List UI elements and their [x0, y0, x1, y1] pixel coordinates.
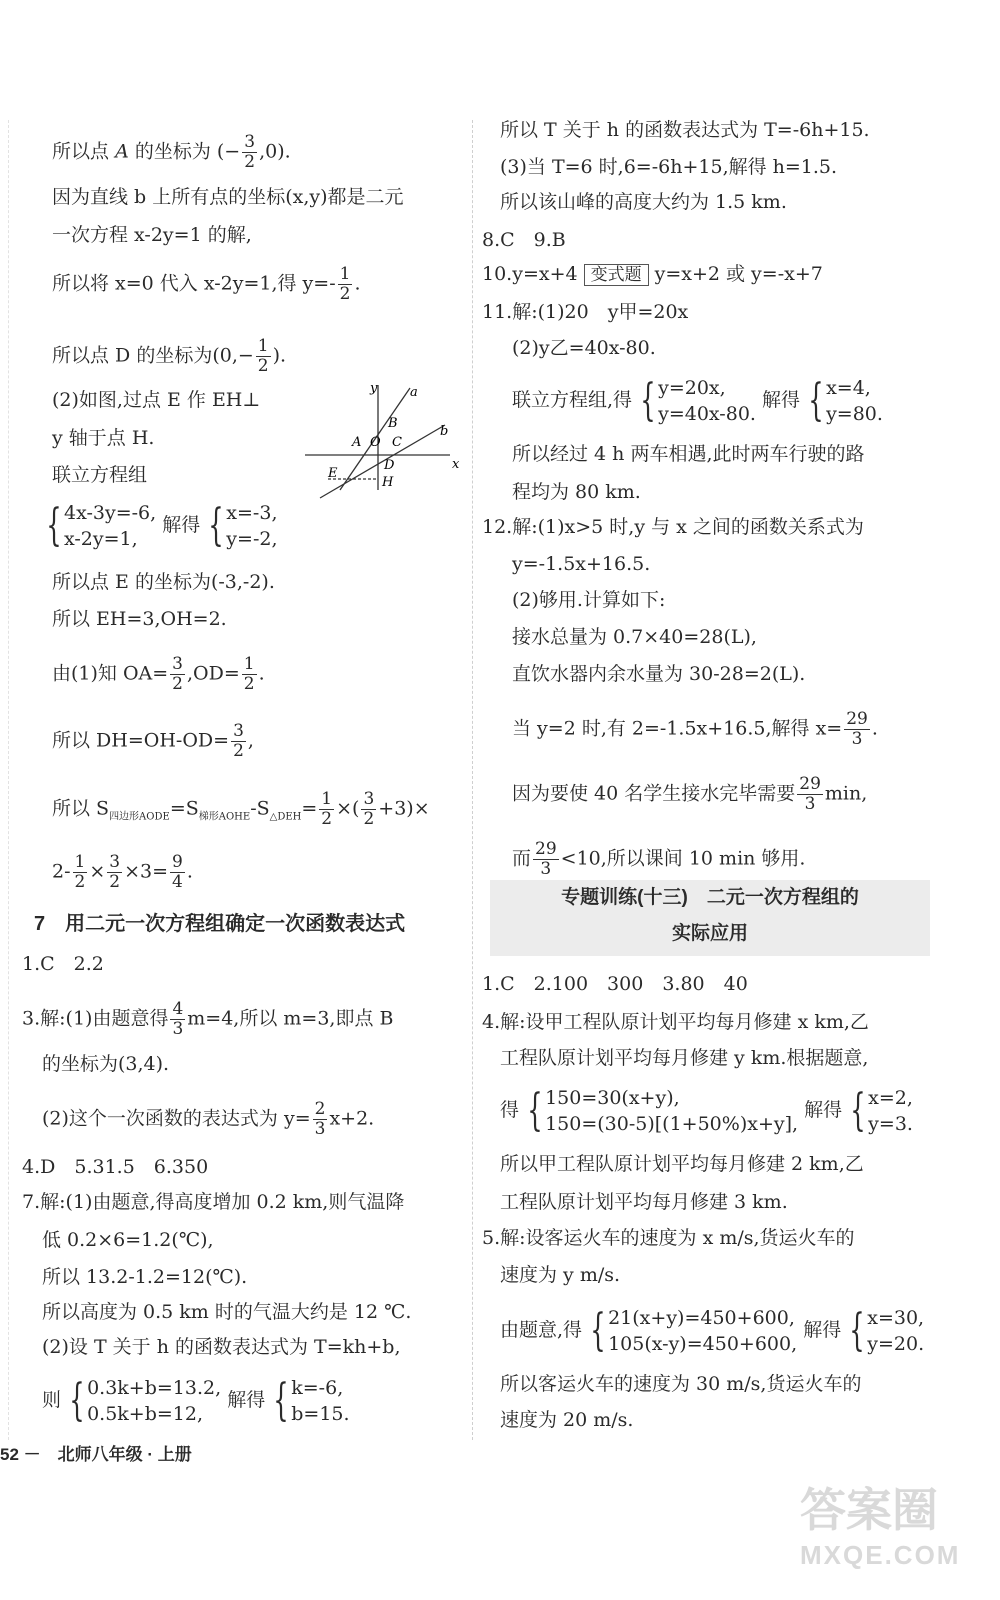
column-divider — [472, 120, 473, 1440]
label-x: x — [452, 457, 460, 472]
answers-4-6: 4.D 5.31.5 6.350 — [22, 1156, 209, 1178]
answer-b4b: 工程队原计划平均每月修建 y km.根据题意, — [500, 1047, 869, 1069]
line-area: 所以 $S_{四边形AODE}=S_{梯形AOHE}-S_{\triangle DEH}=$ $\frac{1}{2}$ ×( $\frac{3}{2}$ +3)× — [52, 789, 430, 829]
answer-b5e: 速度为 20 m/s. — [500, 1409, 634, 1431]
variant-tag: 变式题 — [584, 264, 649, 286]
answer-3-cont: 的坐标为(3,4). — [42, 1053, 170, 1075]
system-1: { 4x-3y=-6, x-2y=1, 解得 { x=-3, y=-2, — [46, 500, 278, 551]
r-line-16: 当 y=2 时,有 2=-1.5x+16.5,解得 x= $\frac{29}{3}$ . — [512, 709, 878, 749]
line-l12: 所以 DH=OH-OD= $\frac{3}{2}$ , — [52, 721, 254, 761]
answers-b1-3: 1.C 2.100 300 3.80 40 — [482, 973, 748, 995]
answers-1-2: 1.C 2.2 — [22, 953, 104, 975]
r-line-15: 直饮水器内余水量为 30-28=2(L). — [512, 663, 806, 685]
r-line-14: 接水总量为 0.7×40=28(L), — [512, 626, 757, 648]
line-l6: (2)如图,过点 E 作 EH⊥ — [52, 389, 261, 411]
answer-b5a: 5.解:设客运火车的速度为 x m/s,货运火车的 — [482, 1227, 855, 1249]
left-margin-rule — [8, 120, 9, 1440]
line-l10: 所以 EH=3,OH=2. — [52, 608, 227, 630]
answer-b4d: 所以甲工程队原计划平均每月修建 2 km,乙 — [500, 1153, 864, 1175]
line-point-a: 所以点 A 的坐标为 (− $\frac{3}{2}$ ,0). — [52, 132, 291, 172]
banner-title-1: 专题训练(十三) 二元一次方程组的 — [561, 887, 859, 908]
label-E: E — [328, 466, 338, 481]
answer-11-part2: (2)y乙=40x-80. — [512, 337, 656, 359]
answer-3-part2: (2)这个一次函数的表达式为 y= $\frac{2}{3}$ x+2. — [42, 1099, 375, 1139]
system-4: 得 { 150=30(x+y), 150=(30-5)[(1+50%)x+y], 解得 { x=2, y=3. — [500, 1085, 913, 1136]
line-l7: y 轴于点 H. — [52, 427, 155, 449]
r-line-1: 所以 T 关于 h 的函数表达式为 T=-6h+15. — [500, 119, 870, 141]
page-footer: 52 － 北师八年级 · 上册 — [0, 1445, 192, 1464]
label-H: H — [382, 475, 394, 490]
answer-11: 11.解:(1)20 y甲=20x — [482, 301, 689, 323]
answer-b5b: 速度为 y m/s. — [500, 1264, 621, 1286]
r-line-12: y=-1.5x+16.5. — [512, 553, 651, 575]
r-line-9: 所以经过 4 h 两车相遇,此时两车行驶的路 — [512, 443, 865, 465]
answer-10: 10.y=x+4 变式题 y=x+2 或 y=-x+7 — [482, 263, 823, 285]
line-l11: 由(1)知 OA= $\frac{3}{2}$ ,OD= $\frac{1}{2}$ . — [52, 654, 265, 694]
line-l9: 所以点 E 的坐标为(-3,-2). — [52, 571, 275, 593]
r-line-10: 程均为 80 km. — [512, 481, 641, 503]
watermark-url: MXQE.COM — [800, 1540, 961, 1570]
label-B: B — [388, 416, 398, 431]
answer-7d: 所以高度为 0.5 km 时的气温大约是 12 ℃. — [42, 1301, 412, 1323]
banner-title-2: 实际应用 — [671, 923, 748, 944]
line-area-cont: 2- $\frac{1}{2}$ × $\frac{3}{2}$ ×3= $\frac{9}{4}$ . — [52, 852, 193, 892]
label-a: a — [410, 385, 418, 400]
line-l3: 一次方程 x-2y=1 的解, — [52, 224, 252, 246]
special-training-banner — [490, 880, 930, 956]
r-line-13: (2)够用.计算如下: — [512, 589, 666, 611]
watermark-logo: 答案圈 — [800, 1484, 938, 1536]
line-l4: 所以将 x=0 代入 x-2y=1,得 y=- $\frac{1}{2}$ . — [52, 264, 361, 304]
r-line-3: 所以该山峰的高度大约为 1.5 km. — [500, 191, 787, 213]
line-point-d: 所以点 D 的坐标为(0,− $\frac{1}{2}$ ). — [52, 336, 287, 376]
answer-12: 12.解:(1)x>5 时,y 与 x 之间的函数关系式为 — [482, 516, 864, 538]
label-y: y — [370, 381, 378, 396]
label-C: C — [392, 435, 402, 450]
system-3: 联立方程组,得 { y=20x, y=40x-80. 解得 { x=4, y=80. — [512, 375, 883, 426]
label-A: A — [352, 435, 362, 450]
r-line-2: (3)当 T=6 时,6=-6h+15,解得 h=1.5. — [500, 156, 838, 178]
answer-7c: 所以 13.2-1.2=12(℃). — [42, 1266, 248, 1288]
label-b: b — [440, 424, 449, 439]
answer-b4e: 工程队原计划平均每月修建 3 km. — [500, 1191, 788, 1213]
coordinate-figure — [300, 380, 470, 500]
answers-8-9: 8.C 9.B — [482, 229, 566, 251]
label-D: D — [384, 458, 395, 473]
r-line-17: 因为要使 40 名学生接水完毕需要 $\frac{29}{3}$ min, — [512, 774, 868, 814]
line-l2: 因为直线 b 上所有点的坐标(x,y)都是二元 — [52, 186, 404, 208]
system-5: 由题意,得 { 21(x+y)=450+600, 105(x-y)=450+600, 解得 { x=30, y=20. — [500, 1305, 925, 1356]
answer-b5d: 所以客运火车的速度为 30 m/s,货运火车的 — [500, 1373, 862, 1395]
answer-b4a: 4.解:设甲工程队原计划平均每月修建 x km,乙 — [482, 1011, 869, 1033]
system-2: 则 { 0.3k+b=13.2, 0.5k+b=12, 解得 { k=-6, b=15. — [42, 1375, 350, 1426]
watermark — [800, 1480, 990, 1590]
answer-3: 3.解:(1)由题意得 $\frac{4}{3}$ m=4,所以 m=3,即点 B — [22, 999, 394, 1039]
section-7-heading: 7 用二元一次方程组确定一次函数表达式 — [34, 913, 406, 935]
line-l8: 联立方程组 — [52, 464, 148, 486]
answer-7b: 低 0.2×6=1.2(℃), — [42, 1229, 214, 1251]
label-O: O — [370, 435, 381, 450]
answer-7a: 7.解:(1)由题意,得高度增加 0.2 km,则气温降 — [22, 1191, 405, 1213]
r-line-18: 而 $\frac{29}{3}$ <10,所以课间 10 min 够用. — [512, 839, 806, 879]
answer-7e: (2)设 T 关于 h 的函数表达式为 T=kh+b, — [42, 1336, 401, 1358]
